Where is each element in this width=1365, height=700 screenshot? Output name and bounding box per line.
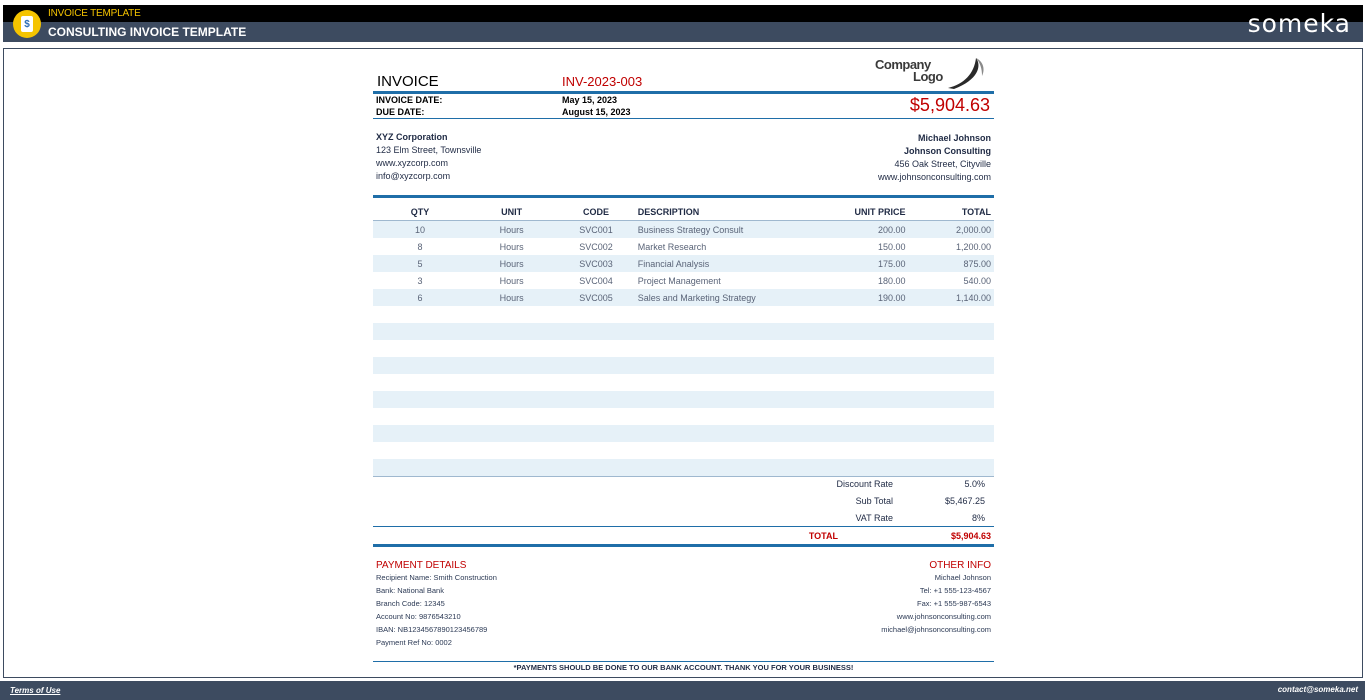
cell-total: 875.00 (906, 255, 994, 272)
invoice-title: INVOICE (377, 73, 439, 90)
invoice-date-value[interactable]: May 15, 2023 (562, 95, 618, 105)
cell-unit-price[interactable]: 180.00 (878, 275, 906, 286)
note-rule (373, 661, 994, 662)
subtotal-value: $5,467.25 (944, 496, 985, 506)
from-web[interactable]: www.johnsonconsulting.com (877, 172, 991, 182)
cell-unit-price[interactable]: 200.00 (826, 221, 905, 239)
table-row[interactable] (373, 255, 994, 272)
empty-row[interactable] (373, 374, 994, 391)
table-row[interactable] (373, 289, 994, 306)
table-row[interactable] (373, 238, 994, 255)
col-unit: UNIT (467, 204, 556, 221)
col-unit-price: UNIT PRICE (826, 204, 905, 221)
header-rule (373, 91, 994, 94)
empty-row[interactable] (373, 306, 994, 323)
from-block (878, 132, 991, 184)
cell-unit-price[interactable]: 150.00 (878, 241, 906, 252)
cell-unit[interactable]: Hours (467, 255, 556, 272)
other-info (881, 560, 991, 636)
cell-code[interactable]: SVC001 (556, 221, 635, 239)
cell-code[interactable]: SVC004 (579, 275, 613, 286)
footer-bar (0, 681, 1365, 700)
cell-unit[interactable]: Hours (467, 289, 556, 306)
cell-description[interactable]: Financial Analysis (636, 255, 826, 272)
cell-description[interactable]: Business Strategy Consult (636, 221, 826, 239)
dollar-doc-icon: $ (13, 10, 41, 38)
bill-to-name[interactable]: XYZ Corporation (376, 132, 448, 142)
from-person[interactable]: Michael Johnson (917, 133, 991, 143)
cell-description[interactable]: Project Management (637, 275, 721, 286)
invoice-total-amount: $5,904.63 (909, 95, 990, 115)
items-header-row (373, 204, 994, 221)
terms-of-use-link[interactable]: Terms of Use (10, 686, 61, 695)
logo-text-2: Logo (913, 69, 943, 84)
total-rule (373, 544, 994, 547)
col-total: TOTAL (906, 204, 994, 221)
cell-unit[interactable]: Hours (499, 275, 524, 286)
empty-row[interactable] (373, 357, 994, 374)
bill-to-street[interactable]: 123 Elm Street, Townsville (376, 145, 482, 155)
vat-value[interactable]: 8% (971, 513, 985, 523)
cell-total: 540.00 (963, 275, 991, 286)
title-bar (3, 5, 1363, 42)
table-row[interactable] (373, 272, 994, 289)
cell-unit-price[interactable]: 175.00 (826, 255, 905, 272)
empty-row[interactable] (373, 425, 994, 442)
discount-value[interactable]: 5.0% (964, 479, 985, 489)
cell-code[interactable]: SVC002 (579, 241, 613, 252)
due-date-label: DUE DATE: (376, 107, 425, 117)
bill-to-web[interactable]: www.xyzcorp.com (376, 158, 449, 168)
cell-unit[interactable]: Hours (467, 221, 556, 239)
cell-code[interactable]: SVC005 (556, 289, 635, 306)
other-tel[interactable]: Tel: +1 555-123-4567 (919, 586, 991, 595)
other-name[interactable]: Michael Johnson (934, 573, 991, 582)
invoice-date-label: INVOICE DATE: (376, 95, 443, 105)
other-email[interactable]: michael@johnsonconsulting.com (881, 625, 991, 634)
title-bar-top (3, 5, 1363, 22)
cell-total: 1,140.00 (906, 289, 994, 306)
bill-to-block (376, 131, 481, 183)
company-logo[interactable] (871, 54, 986, 90)
invoice (373, 52, 994, 672)
empty-row[interactable] (373, 459, 994, 476)
cell-unit[interactable]: Hours (499, 241, 524, 252)
empty-row[interactable] (373, 442, 994, 459)
total-label: TOTAL (808, 531, 838, 541)
col-qty: QTY (373, 204, 467, 221)
table-row[interactable] (373, 221, 994, 239)
items-bottom-rule (373, 476, 994, 477)
cell-description[interactable]: Market Research (637, 241, 707, 252)
payment-iban[interactable]: IBAN: NB1234567890123456789 (376, 625, 488, 634)
summary-rule (373, 526, 994, 527)
bill-to-email[interactable]: info@xyzcorp.com (376, 171, 451, 181)
cell-qty[interactable]: 10 (373, 221, 467, 239)
total-value: $5,904.63 (950, 531, 991, 541)
cell-qty[interactable]: 3 (417, 275, 423, 286)
payment-bank[interactable]: Bank: National Bank (376, 586, 444, 595)
discount-label: Discount Rate (836, 479, 893, 489)
vat-label: VAT Rate (855, 513, 893, 523)
payment-ref[interactable]: Payment Ref No: 0002 (376, 638, 452, 647)
empty-row[interactable] (373, 391, 994, 408)
cell-total: 1,200.00 (955, 241, 991, 252)
payment-title: PAYMENT DETAILS (376, 560, 467, 571)
other-title: OTHER INFO (929, 560, 991, 571)
cell-qty[interactable]: 6 (373, 289, 467, 306)
due-date-value[interactable]: August 15, 2023 (562, 107, 631, 117)
cell-total: 2,000.00 (906, 221, 994, 239)
other-fax[interactable]: Fax: +1 555-987-6543 (916, 599, 991, 608)
subtotal-label: Sub Total (855, 496, 893, 506)
payment-account[interactable]: Account No: 9876543210 (376, 612, 461, 621)
logo-swoosh-icon (946, 56, 986, 90)
from-street[interactable]: 456 Oak Street, Cityville (894, 159, 991, 169)
cell-qty[interactable]: 5 (373, 255, 467, 272)
template-label: INVOICE TEMPLATE (48, 8, 141, 19)
someka-logo[interactable]: someka (1247, 9, 1351, 38)
items-table (373, 204, 994, 476)
empty-row[interactable] (373, 323, 994, 340)
date-rule (373, 118, 994, 119)
items-top-rule (373, 195, 994, 198)
invoice-number[interactable]: INV-2023-003 (562, 74, 643, 89)
cell-unit-price[interactable]: 190.00 (826, 289, 905, 306)
col-code: CODE (556, 204, 635, 221)
payment-branch[interactable]: Branch Code: 12345 (376, 599, 445, 608)
empty-row[interactable] (373, 340, 994, 357)
cell-description[interactable]: Sales and Marketing Strategy (636, 289, 826, 306)
payment-details (376, 560, 497, 649)
template-title: CONSULTING INVOICE TEMPLATE (48, 25, 247, 39)
cell-code[interactable]: SVC003 (556, 255, 635, 272)
payment-recipient[interactable]: Recipient Name: Smith Construction (376, 573, 497, 582)
empty-row[interactable] (373, 408, 994, 425)
logo-text-1: Company (875, 57, 931, 72)
contact-email[interactable]: contact@someka.net (1277, 685, 1358, 694)
cell-qty[interactable]: 8 (417, 241, 423, 252)
col-description: DESCRIPTION (636, 204, 826, 221)
from-company[interactable]: Johnson Consulting (904, 146, 991, 156)
payment-note: *PAYMENTS SHOULD BE DONE TO OUR BANK ACCOUNT. THANK YOU FOR YOUR BUSINESS! (513, 663, 854, 672)
other-web[interactable]: www.johnsonconsulting.com (896, 612, 991, 621)
